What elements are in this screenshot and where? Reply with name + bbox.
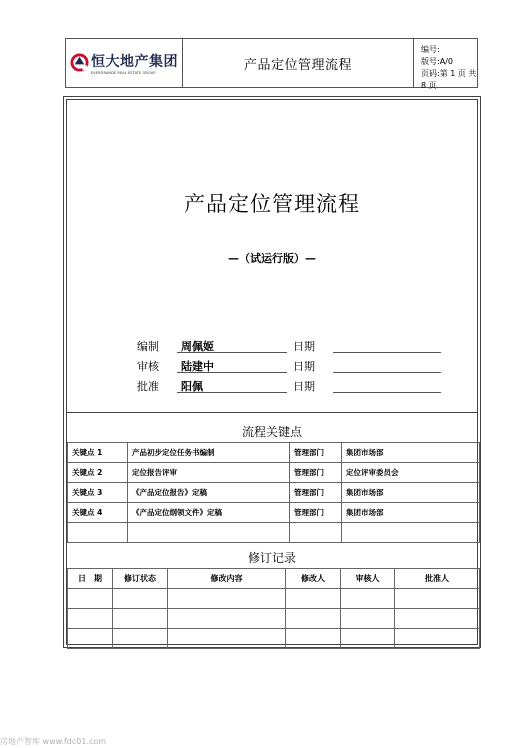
key-point-content: 定位报告评审: [128, 463, 290, 483]
document-body: [63, 96, 481, 648]
revision-table: [67, 568, 480, 649]
date-label: 日期: [293, 380, 315, 393]
dept-cell: 集团市场部: [342, 503, 480, 523]
date-line: [333, 392, 441, 393]
table-row: [68, 589, 480, 609]
header-meta: [414, 39, 477, 90]
key-point-cell: 关键点 3: [68, 483, 128, 503]
document-header: [65, 38, 478, 88]
table-row: [68, 483, 480, 503]
column-header: 修改人: [286, 569, 341, 589]
date-line: [333, 352, 441, 353]
table-row: [68, 523, 480, 543]
header-title: 产品定位管理流程: [183, 39, 414, 87]
company-logo: [66, 39, 183, 87]
key-point-cell: 关键点 4: [68, 503, 128, 523]
section-divider: [67, 412, 477, 413]
signature-name: 周佩姬: [177, 338, 287, 353]
signature-name: 阳佩: [177, 378, 287, 393]
empty-cell: [128, 523, 290, 543]
column-header: 日 期: [68, 569, 113, 589]
document-subtitle: —（试运行版）—: [228, 252, 316, 265]
table-row: [68, 463, 480, 483]
signature-label: 批准: [137, 380, 159, 393]
revision-title: 修订记录: [247, 551, 296, 565]
column-header: 修改内容: [168, 569, 286, 589]
table-row: [68, 443, 480, 463]
table-row: [68, 609, 480, 629]
table-row: [68, 503, 480, 523]
signature-label: 编制: [137, 340, 159, 353]
key-point-cell: 关键点 1: [68, 443, 128, 463]
table-header-row: [68, 569, 480, 589]
key-point-cell: 关键点 2: [68, 463, 128, 483]
logo-subtext: EVERGRANDE REAL ESTATE GROUP: [91, 71, 156, 75]
dept-label-cell: 管理部门: [290, 503, 342, 523]
page-label: 页码:: [421, 69, 440, 78]
dept-cell: 定位评审委员会: [342, 463, 480, 483]
date-label: 日期: [293, 360, 315, 373]
column-header: 审核人: [341, 569, 395, 589]
version-line: [421, 56, 477, 68]
dept-cell: 集团市场部: [342, 483, 480, 503]
date-line: [333, 372, 441, 373]
page-line: [421, 68, 477, 92]
dept-cell: 集团市场部: [342, 443, 480, 463]
company-logo-icon: [70, 53, 89, 72]
dept-label-cell: 管理部门: [290, 443, 342, 463]
watermark: 房地产智库 www.fdc01.com: [0, 737, 107, 746]
column-header: 批准人: [395, 569, 480, 589]
empty-cell: [342, 523, 480, 543]
date-label: 日期: [293, 340, 315, 353]
column-header: 修订状态: [113, 569, 168, 589]
document-title: 产品定位管理流程: [184, 192, 360, 216]
document-body-inner: [66, 99, 478, 645]
key-points-table: [67, 442, 480, 543]
key-point-content: 《产品定位报告》定稿: [128, 483, 290, 503]
logo-text: 恒大地产集团: [91, 54, 178, 70]
signature-label: 审核: [137, 360, 159, 373]
key-points-title: 流程关键点: [241, 425, 302, 439]
empty-cell: [290, 523, 342, 543]
signature-name: 陆建中: [177, 358, 287, 373]
page-text: 第 1 页 共 8 页: [421, 69, 477, 90]
dept-label-cell: 管理部门: [290, 483, 342, 503]
key-point-content: 《产品定位纲领文件》定稿: [128, 503, 290, 523]
version-value: A/0: [439, 57, 453, 66]
number-label: 编号:: [421, 45, 440, 54]
version-label: 版号:: [421, 57, 440, 66]
key-point-content: 产品初步定位任务书编制: [128, 443, 290, 463]
empty-cell: [68, 523, 128, 543]
table-row: [68, 629, 480, 649]
dept-label-cell: 管理部门: [290, 463, 342, 483]
